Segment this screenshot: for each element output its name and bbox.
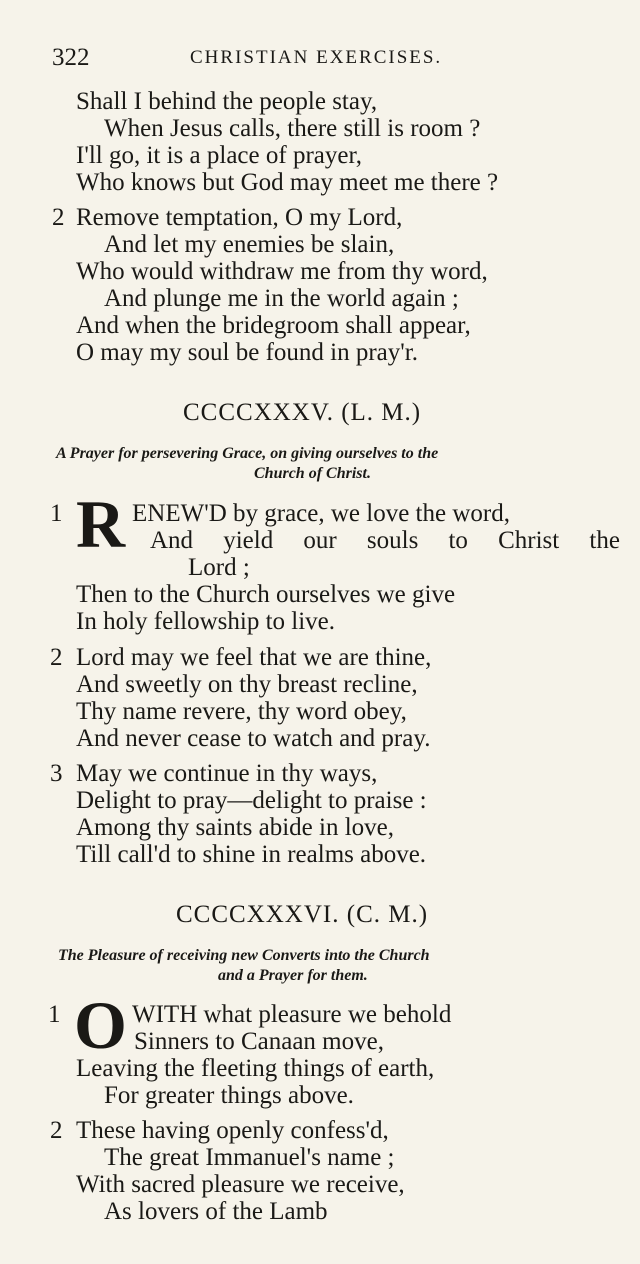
drop-cap: O	[74, 987, 127, 1063]
verse-line: These having openly confess'd,	[76, 1117, 389, 1144]
verse-line-justified	[150, 527, 620, 555]
verse-line: Leaving the fleeting things of earth,	[76, 1055, 435, 1082]
verse-line: Then to the Church ourselves we give	[76, 581, 456, 608]
verse-line: When Jesus calls, there still is room ?	[104, 115, 481, 142]
verse-line: For greater things above.	[104, 1082, 354, 1109]
page-number: 322	[52, 44, 90, 71]
verse-line: Among thy saints abide in love,	[76, 814, 395, 841]
verse-line: Lord ;	[188, 554, 250, 581]
verse-number: 2	[50, 644, 63, 671]
verse-line: And never cease to watch and pray.	[76, 725, 431, 752]
verse-line: And sweetly on thy breast recline,	[76, 671, 418, 698]
running-header	[52, 44, 612, 74]
verse-line: Lord may we feel that we are thine,	[76, 644, 432, 671]
verse-line: Sinners to Canaan move,	[134, 1028, 384, 1055]
verse-line: Who would withdraw me from thy word,	[76, 258, 488, 285]
verse-number: 2	[52, 204, 65, 231]
verse-line: The great Immanuel's name ;	[104, 1144, 395, 1171]
verse-line: In holy fellowship to live.	[76, 608, 335, 635]
verse-line: And plunge me in the world again ;	[104, 285, 459, 312]
verse-line: May we continue in thy ways,	[76, 760, 378, 787]
word: our	[303, 527, 337, 554]
verse-line: Till call'd to shine in realms above.	[76, 841, 427, 868]
hymn-title: CCCCXXXV. (L. M.)	[183, 399, 422, 426]
hymn-subtitle: A Prayer for persevering Grace, on giving ourselves to the	[56, 445, 439, 462]
running-title: CHRISTIAN EXERCISES.	[190, 47, 443, 68]
word: to	[448, 527, 468, 554]
word: yield	[223, 527, 274, 554]
hymn-subtitle: and a Prayer for them.	[218, 967, 368, 984]
verse-number: 3	[50, 760, 63, 787]
verse-line: And when the bridegroom shall appear,	[76, 312, 471, 339]
verse-number: 2	[50, 1117, 63, 1144]
verse-line: I'll go, it is a place of prayer,	[76, 142, 363, 169]
hymn-subtitle: Church of Christ.	[254, 465, 371, 482]
verse-line: WITH what pleasure we behold	[132, 1001, 452, 1028]
verse-number: 1	[50, 500, 63, 527]
verse-line: As lovers of the Lamb	[104, 1198, 328, 1225]
verse-line: Remove temptation, O my Lord,	[76, 204, 403, 231]
verse-line: Thy name revere, thy word obey,	[76, 698, 407, 725]
hymn-subtitle: The Pleasure of receiving new Converts into the Church	[58, 947, 430, 964]
word: Christ	[498, 527, 560, 554]
verse-number: 1	[48, 1001, 61, 1028]
verse-line: Delight to pray—delight to praise :	[76, 787, 427, 814]
word: the	[589, 527, 620, 554]
verse-line: Who knows but God may meet me there ?	[76, 169, 499, 196]
drop-cap: R	[76, 486, 126, 562]
word: souls	[366, 527, 419, 554]
word: And	[150, 527, 194, 554]
verse-line: O may my soul be found in pray'r.	[76, 339, 418, 366]
hymn-title: CCCCXXXVI. (C. M.)	[176, 901, 429, 928]
verse-line: Shall I behind the people stay,	[76, 88, 378, 115]
verse-line: ENEW'D by grace, we love the word,	[132, 500, 510, 527]
verse-line: And let my enemies be slain,	[104, 231, 395, 258]
verse-line: With sacred pleasure we receive,	[76, 1171, 405, 1198]
